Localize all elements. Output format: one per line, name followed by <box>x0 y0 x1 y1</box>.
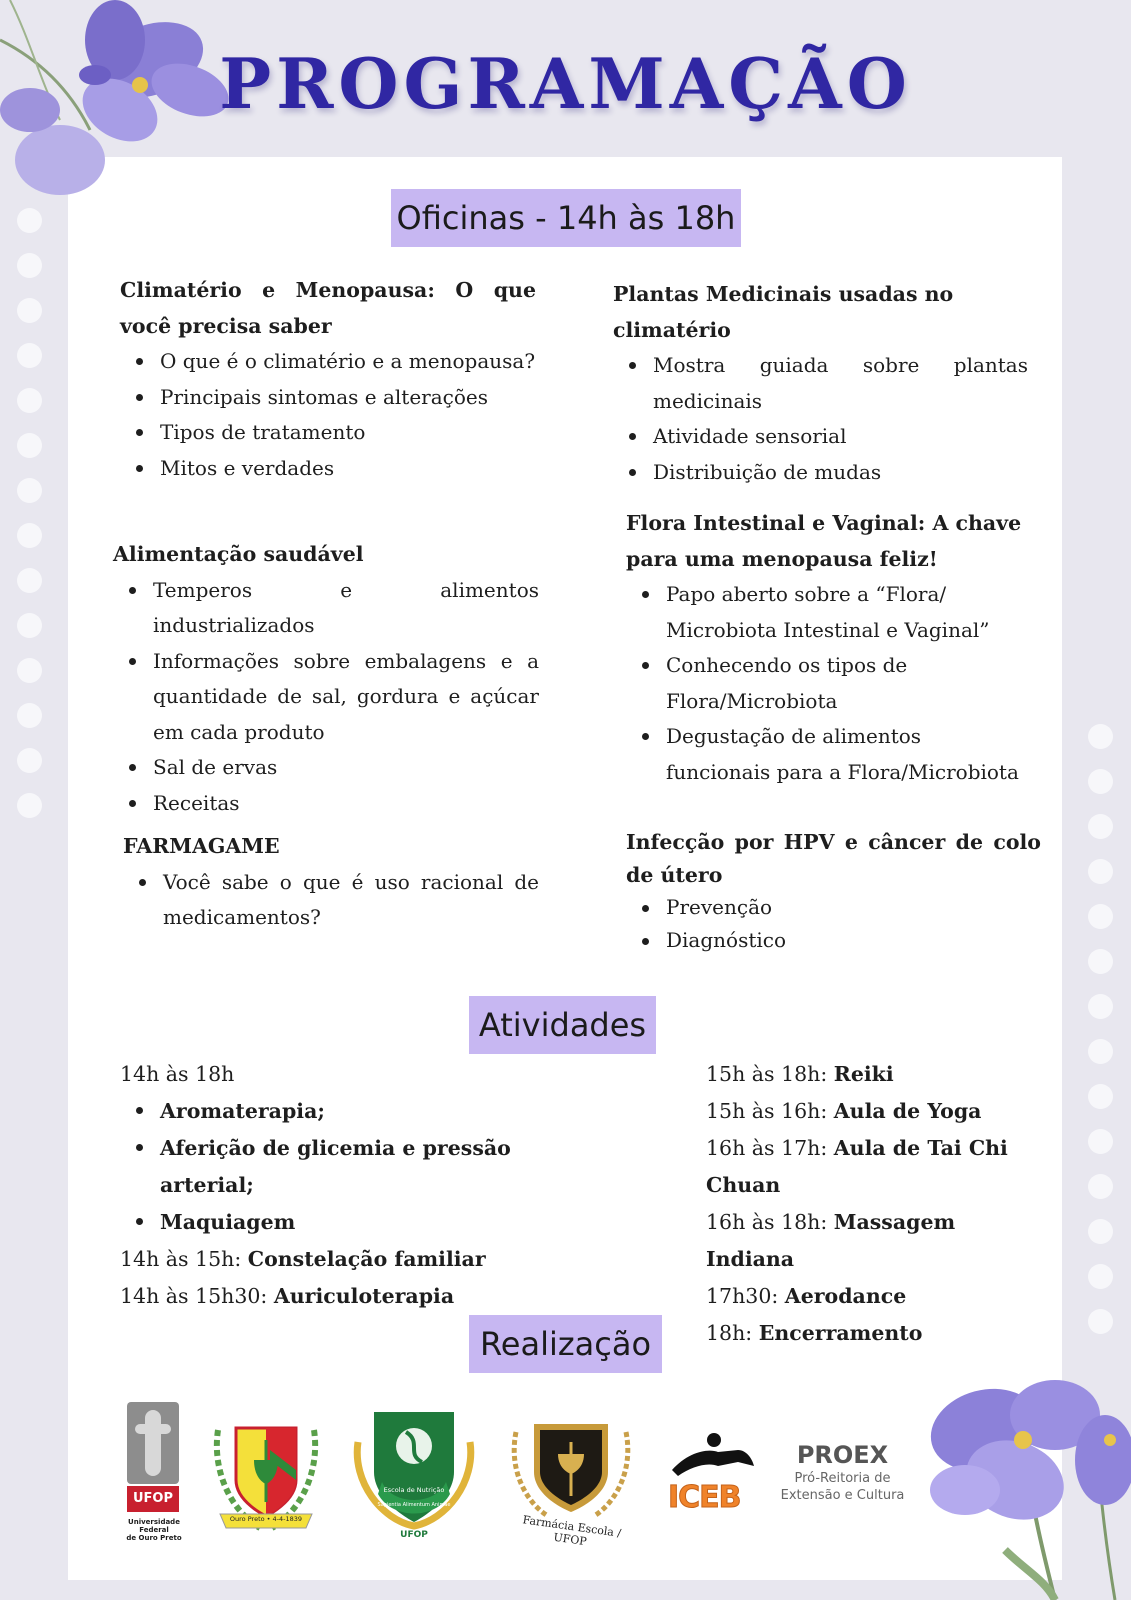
nutricao-bottom-text: UFOP <box>400 1530 428 1540</box>
proex-line: Extensão e Cultura <box>780 1488 905 1503</box>
activity-time: 14h às 18h <box>120 1062 235 1086</box>
activities-right <box>706 1056 1046 1352</box>
list-item: O que é o climatério e a menopausa? <box>120 344 536 380</box>
workshop-title: Plantas Medicinais usadas no climatério <box>613 282 954 342</box>
list-item: Receitas <box>113 786 539 822</box>
nutricao-shield-icon <box>352 1402 476 1532</box>
list-item: Principais sintomas e alterações <box>120 380 536 416</box>
activity-row: 16h às 18h: Massagem Indiana <box>706 1210 956 1271</box>
workshop-flora <box>626 506 1041 790</box>
list-item: Aferição de glicemia e pressão arterial; <box>120 1130 600 1204</box>
ufop-caption: de Ouro Preto <box>126 1534 182 1542</box>
escola-nutricao-logo <box>352 1402 476 1547</box>
workshop-title: FARMAGAME <box>123 834 280 858</box>
list-item: Informações sobre embalagens e a quantidade de sal, gordura e açúcar em cada produto <box>113 644 539 751</box>
list-item: Mostra guiada sobre plantas medicinais <box>613 348 1028 419</box>
iceb-logo <box>668 1432 758 1514</box>
iceb-text: ICEB <box>668 1480 741 1515</box>
farmacia-escola-logo <box>508 1412 634 1547</box>
decorative-dots-right <box>1088 724 1114 1334</box>
oficinas-header: Oficinas - 14h às 18h <box>391 189 741 247</box>
workshop-plantas <box>613 277 1028 490</box>
sponsor-logos <box>0 1402 1131 1552</box>
workshop-alimentacao <box>113 537 539 821</box>
list-item: Maquiagem <box>120 1204 600 1241</box>
proex-title: PROEX <box>796 1441 889 1469</box>
workshop-title: Flora Intestinal e Vaginal: A chave para uma menopausa feliz! <box>626 511 1022 571</box>
nutricao-ring-text: Escola de Nutrição <box>383 1486 445 1494</box>
activity-row: 16h às 17h: Aula de Tai Chi Chuan <box>706 1136 1008 1197</box>
list-item: Distribuição de mudas <box>613 455 1028 491</box>
list-item: Aromaterapia; <box>120 1093 600 1130</box>
list-item: Conhecendo os tipos de Flora/Microbiota <box>626 648 1041 719</box>
list-item: Papo aberto sobre a “Flora/ Microbiota Intestinal e Vaginal” <box>626 577 1041 648</box>
activity-row: 18h: Encerramento <box>706 1321 923 1345</box>
iceb-figure-icon <box>668 1432 758 1478</box>
list-item: Temperos e alimentos industrializados <box>113 573 539 644</box>
ufop-badge: UFOP <box>127 1486 179 1512</box>
atividades-header: Atividades <box>469 996 656 1054</box>
list-item: Prevenção <box>626 891 1041 924</box>
workshop-title: Alimentação saudável <box>113 542 364 566</box>
list-item: Mitos e verdades <box>120 451 536 487</box>
nutricao-motto: Sapientia Alimentum Animae <box>377 1502 451 1508</box>
farmacia-escola-text: Farmácia Escola / UFOP <box>521 1513 622 1549</box>
list-item: Sal de ervas <box>113 750 539 786</box>
activity-row: 17h30: Aerodance <box>706 1284 907 1308</box>
list-item: Você sabe o que é uso racional de medicamentos? <box>123 865 539 936</box>
list-item: Degustação de alimentos funcionais para a Flora/Microbiota <box>626 719 1041 790</box>
ufop-logo <box>118 1402 190 1542</box>
ufop-emblem-icon <box>127 1402 179 1484</box>
activity-row: 14h às 15h: Constelação familiar <box>120 1247 486 1271</box>
proex-line: Pró-Reitoria de <box>794 1471 891 1486</box>
pharmacy-school-logo <box>210 1410 322 1540</box>
proex-logo <box>775 1440 910 1510</box>
workshop-farmagame <box>123 829 539 936</box>
realizacao-header: Realização <box>469 1315 662 1373</box>
list-item: Tipos de tratamento <box>120 415 536 451</box>
ufop-caption: Universidade Federal <box>128 1518 180 1534</box>
activity-row: 15h às 18h: Reiki <box>706 1062 894 1086</box>
list-item: Diagnóstico <box>626 924 1041 957</box>
pharmacy-ribbon-text: Ouro Preto • 4-4-1839 <box>229 1515 303 1523</box>
decorative-dots-left <box>17 208 43 818</box>
farmacia-escola-shield-icon <box>508 1412 634 1524</box>
workshop-title: Infecção por HPV e câncer de colo de útero <box>626 830 1041 887</box>
workshop-hpv <box>626 826 1041 956</box>
workshop-title: Climatério e Menopausa: O que você precisa saber <box>120 278 536 338</box>
list-item: Atividade sensorial <box>613 419 1028 455</box>
activity-row: 14h às 15h30: Auriculoterapia <box>120 1284 455 1308</box>
workshop-climaterio <box>120 273 536 486</box>
page-title: PROGRAMAÇÃO <box>219 44 912 125</box>
activities-left <box>120 1056 600 1315</box>
activity-row: 15h às 16h: Aula de Yoga <box>706 1099 982 1123</box>
